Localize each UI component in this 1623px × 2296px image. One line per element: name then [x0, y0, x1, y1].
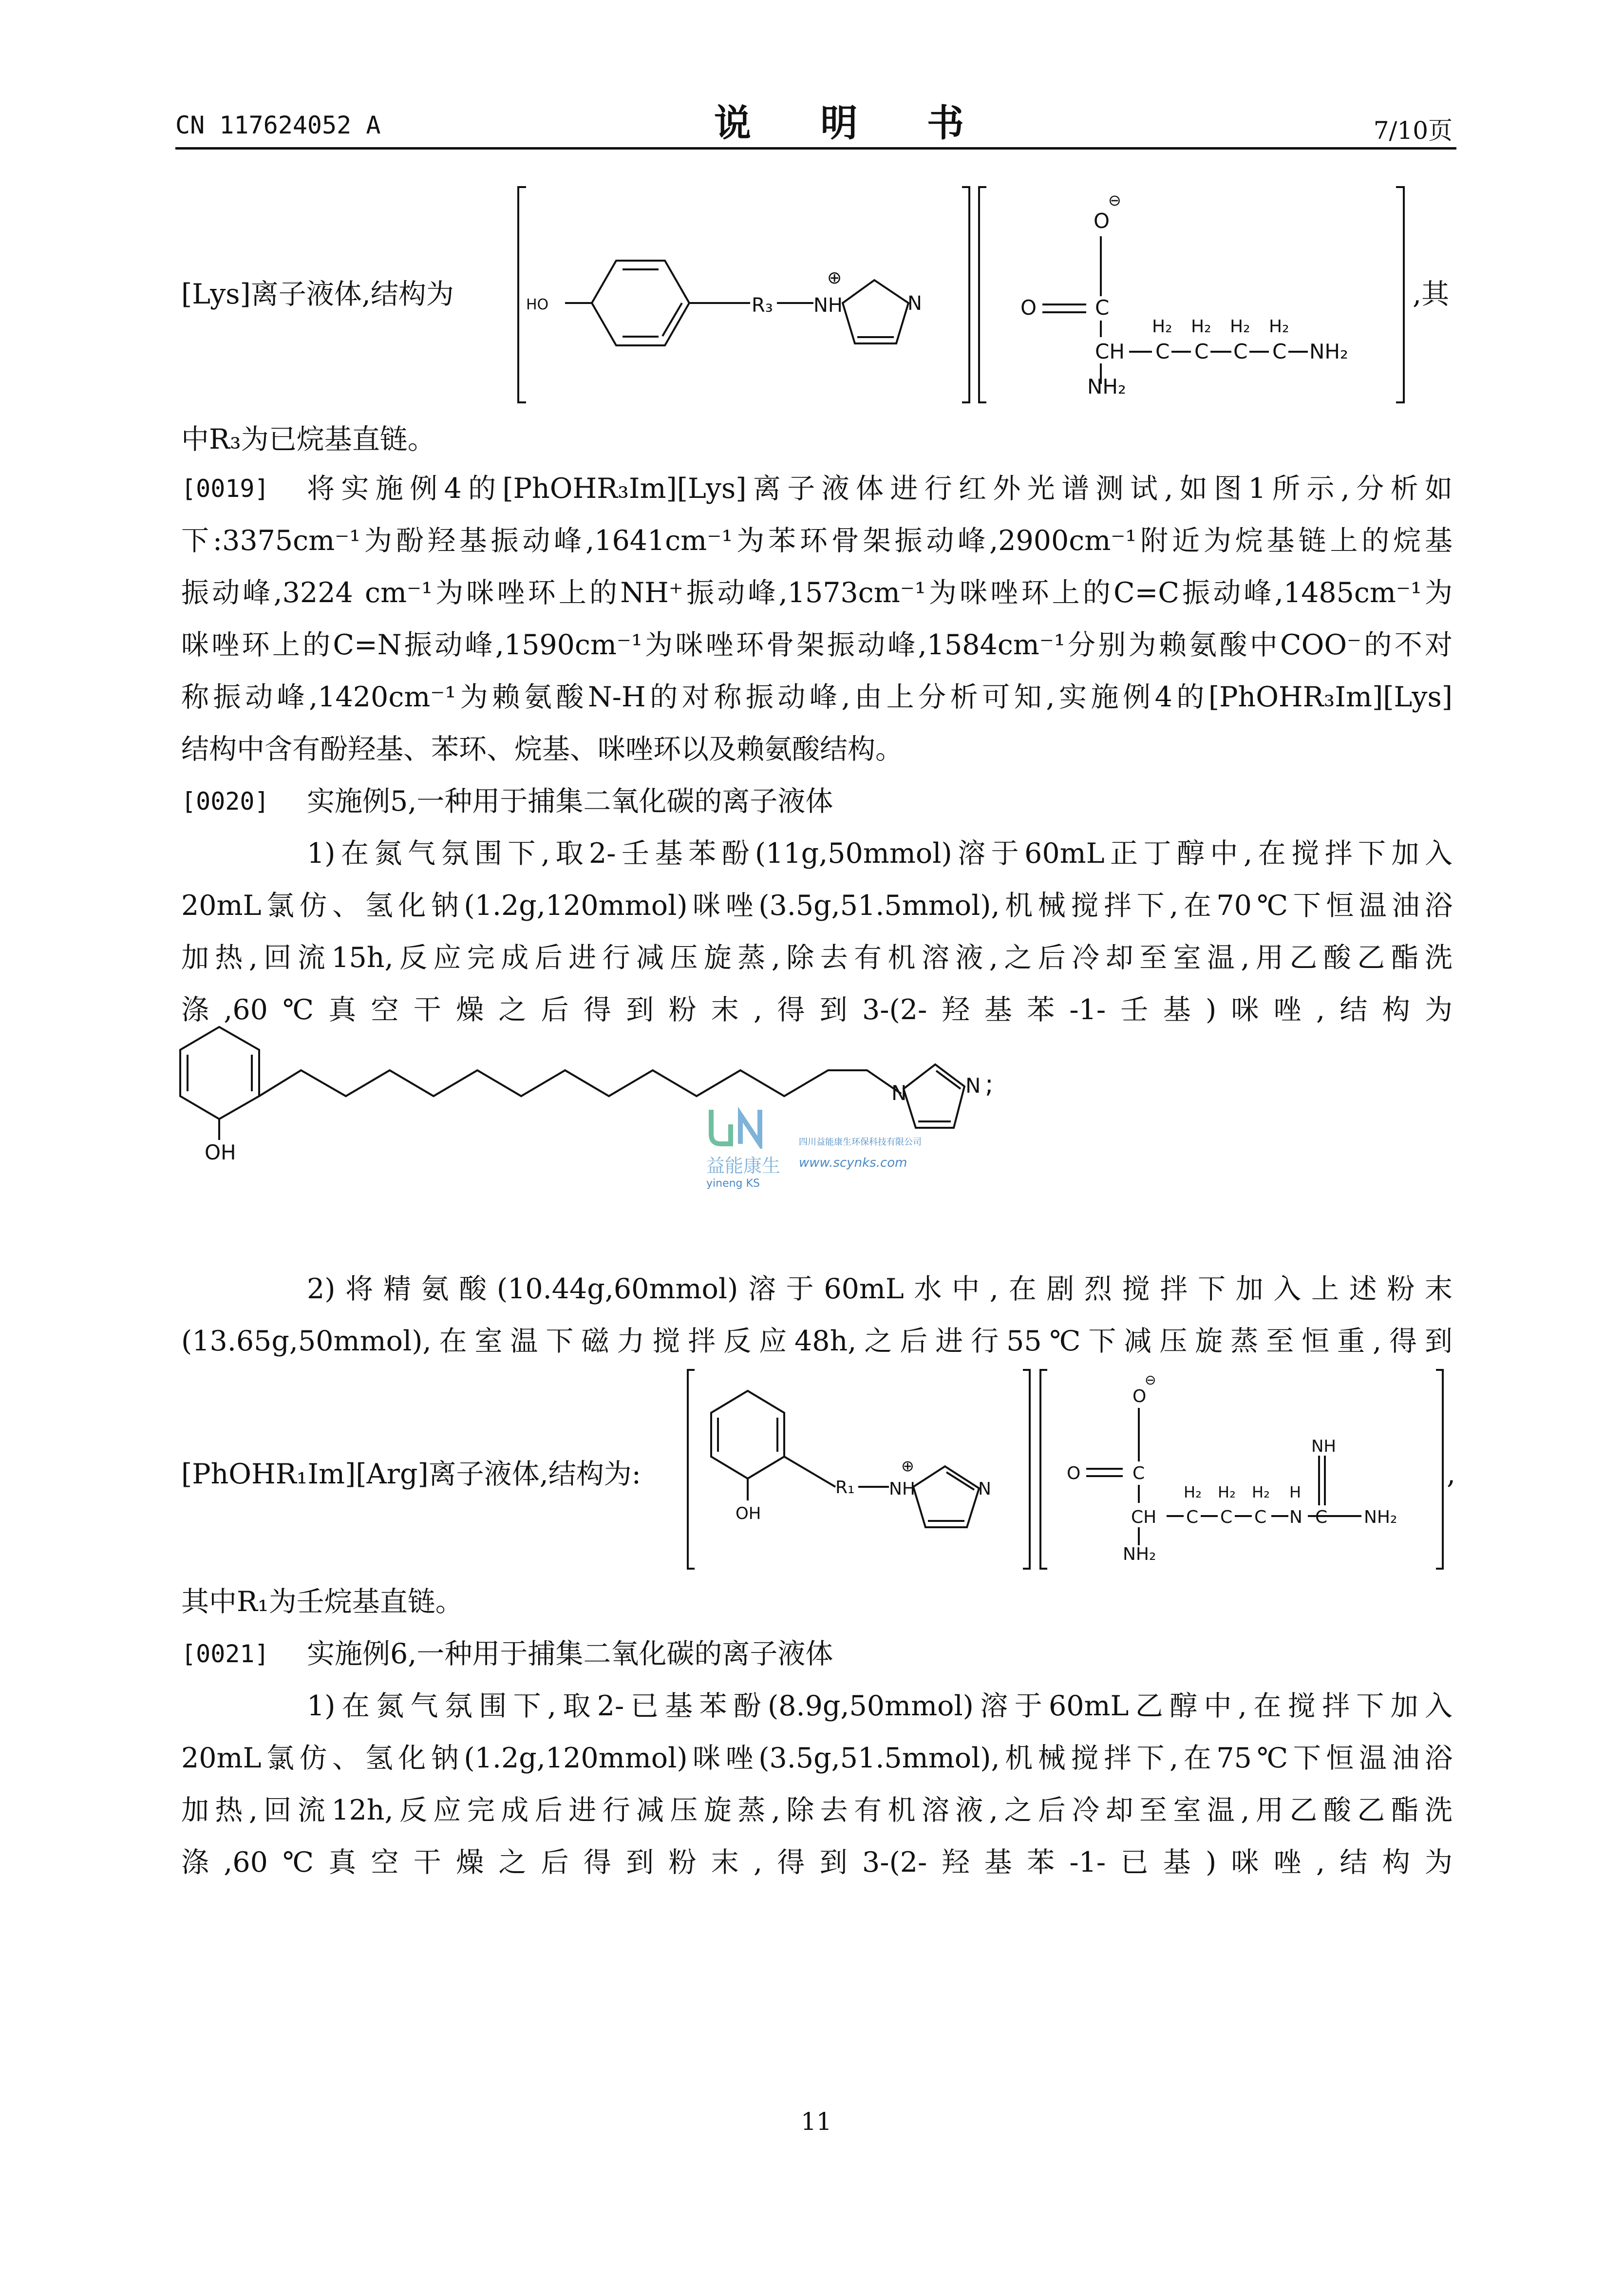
example-5-step1-line-3: 加热,回流15h,反应完成后进行减压旋蒸,除去有机溶液,之后冷却至室温,用乙酸乙酯洗	[181, 942, 1453, 974]
carbonyl-o: O	[1067, 1463, 1081, 1483]
svg-text:H₂: H₂	[1230, 317, 1250, 337]
arg-label-trail: ,	[1447, 1458, 1456, 1490]
example-5-step2-line-1: 2)将精氨酸(10.44g,60mmol)溶于60mL水中,在剧烈搅拌下加入上述粉末	[307, 1273, 1453, 1305]
example-5-title: 实施例5,一种用于捕集二氧化碳的离子液体	[307, 785, 833, 817]
carboxyl-c: C	[1095, 296, 1110, 320]
lys-ionic-liquid-structure	[516, 180, 1408, 409]
svg-text:H: H	[1289, 1483, 1302, 1501]
watermark-url: www.scynks.com	[799, 1156, 907, 1170]
svg-text:C: C	[1155, 340, 1170, 363]
carboxylate-o-minus: O	[1132, 1386, 1147, 1406]
page-number: 11	[801, 2107, 832, 2136]
example-5-step2-line-2: (13.65g,50mmol),在室温下磁力搅拌反应48h,之后进行55℃下减压旋蒸至恒重,得到	[181, 1325, 1453, 1357]
lys-structure-label: [Lys]离子液体,结构为	[181, 278, 454, 310]
patent-number: CN 117624052 A	[175, 111, 381, 139]
guanidine-nh2: NH₂	[1364, 1507, 1397, 1527]
svg-text:C: C	[1315, 1507, 1328, 1527]
para-0019-line-2: 下:3375cm⁻¹为酚羟基振动峰,1641cm⁻¹为苯环骨架振动峰,2900cm⁻¹附近为烷基链上的烷基	[181, 525, 1453, 557]
svg-text:H₂: H₂	[1191, 317, 1211, 337]
svg-text:⊖: ⊖	[1145, 1372, 1156, 1388]
para-0019-line-6: 结构中含有酚羟基、苯环、烷基、咪唑环以及赖氨酸结构。	[181, 733, 903, 765]
imidazole-n1-label: N	[891, 1081, 907, 1105]
example-6-step1-line-2: 20mL氯仿、氢化钠(1.2g,120mmol)咪唑(3.5g,51.5mmol),机械搅拌下,在75℃下恒温油浴	[181, 1742, 1453, 1774]
imidazole-n-label: N	[907, 292, 922, 315]
phenol-oh-label: OH	[205, 1140, 236, 1164]
r1-note: 其中R₁为壬烷基直链。	[181, 1586, 463, 1618]
imine-nh: NH	[1311, 1437, 1336, 1456]
svg-text:C: C	[1220, 1507, 1233, 1527]
watermark-logo-icon	[706, 1105, 774, 1149]
carboxylate-o-minus: O	[1094, 209, 1110, 233]
carbonyl-o: O	[1020, 296, 1037, 320]
imidazolium-nh-label: NH	[813, 294, 843, 317]
terminal-nh2: NH₂	[1309, 340, 1348, 363]
svg-text:;: ;	[985, 1070, 994, 1099]
watermark-company: 四川益能康生环保科技有限公司	[799, 1137, 922, 1147]
example-5-step1-line-1: 1)在氮气氛围下,取2-壬基苯酚(11g,50mmol)溶于60mL正丁醇中,在搅拌下加入	[307, 837, 1453, 870]
svg-text:⊖: ⊖	[1108, 191, 1121, 209]
svg-text:C: C	[1272, 340, 1287, 363]
page-indicator: 7/10页	[1373, 116, 1453, 145]
svg-text:C: C	[1254, 1507, 1267, 1527]
example-6-step1-line-3: 加热,回流12h,反应完成后进行减压旋蒸,除去有机溶液,之后冷却至室温,用乙酸乙酯洗	[181, 1794, 1453, 1826]
arg-structure-label: [PhOHR₁Im][Arg]离子液体,结构为:	[181, 1458, 642, 1490]
alpha-nh2: NH₂	[1087, 375, 1126, 398]
imidazole-n-label: N	[978, 1479, 991, 1499]
example-5-step1-line-2: 20mL氯仿、氢化钠(1.2g,120mmol)咪唑(3.5g,51.5mmol),机械搅拌下,在70℃下恒温油浴	[181, 890, 1453, 922]
arg-ionic-liquid-structure	[687, 1364, 1447, 1574]
example-6-step1-line-4: 涤,60℃真空干燥之后得到粉末,得到3-(2-羟基苯-1-已基)咪唑,结构为	[181, 1846, 1453, 1879]
header-rule	[175, 147, 1456, 150]
para-number-0019: [0019]	[181, 474, 269, 503]
svg-text:C: C	[1233, 340, 1248, 363]
para-0019-line-4: 咪唑环上的C=N振动峰,1590cm⁻¹为咪唑环骨架振动峰,1584cm⁻¹分别为赖氨酸中COO⁻的不对	[181, 629, 1453, 661]
svg-text:H₂: H₂	[1152, 317, 1172, 337]
para-0019-line-1: 将实施例4的[PhOHR₃Im][Lys]离子液体进行红外光谱测试,如图1所示,分析如	[307, 473, 1453, 505]
svg-text:H₂: H₂	[1184, 1483, 1202, 1501]
example-5-step1-line-4: 涤,60℃真空干燥之后得到粉末,得到3-(2-羟基苯-1-壬基)咪唑,结构为	[181, 994, 1453, 1026]
svg-text:H₂: H₂	[1269, 317, 1289, 337]
svg-text:⊕: ⊕	[827, 268, 842, 288]
svg-text:C: C	[1186, 1507, 1199, 1527]
publisher-watermark: 益能康生 yineng KS	[706, 1105, 780, 1190]
para-number-0020: [0020]	[181, 787, 269, 816]
r1-label: R₁	[835, 1478, 855, 1498]
svg-text:C: C	[1194, 340, 1209, 363]
alpha-ch: CH	[1095, 340, 1125, 363]
svg-text:H₂: H₂	[1218, 1483, 1236, 1501]
alpha-nh2: NH₂	[1123, 1544, 1156, 1564]
guanidine-n: N	[1289, 1507, 1302, 1527]
example-6-title: 实施例6,一种用于捕集二氧化碳的离子液体	[307, 1638, 833, 1670]
example-6-step1-line-1: 1)在氮气氛围下,取2-已基苯酚(8.9g,50mmol)溶于60mL乙醇中,在搅拌下加入	[307, 1690, 1453, 1722]
phenol-oh-label: OH	[736, 1504, 761, 1523]
para-number-0021: [0021]	[181, 1640, 269, 1668]
svg-text:H₂: H₂	[1252, 1483, 1270, 1501]
alpha-ch: CH	[1131, 1507, 1157, 1527]
r3-note: 中R₃为已烷基直链。	[181, 423, 435, 455]
carboxyl-c: C	[1132, 1463, 1145, 1483]
document-title: 说 明 书	[714, 101, 992, 145]
para-0019-line-5: 称振动峰,1420cm⁻¹为赖氨酸N-H的对称振动峰,由上分析可知,实施例4的[PhOHR₃Im][Lys]	[181, 681, 1453, 713]
para-0019-line-3: 振动峰,3224 cm⁻¹为咪唑环上的NH⁺振动峰,1573cm⁻¹为咪唑环上的C=C振动峰,1485cm⁻¹为	[181, 577, 1453, 609]
svg-text:⊕: ⊕	[901, 1457, 914, 1475]
r3-label: R₃	[752, 294, 773, 317]
imidazole-n3-label: N	[965, 1074, 981, 1098]
hydroxyl-label: HO	[526, 296, 549, 313]
lys-label-trail: ,其	[1413, 278, 1450, 310]
imidazolium-nh-label: NH	[889, 1479, 915, 1499]
